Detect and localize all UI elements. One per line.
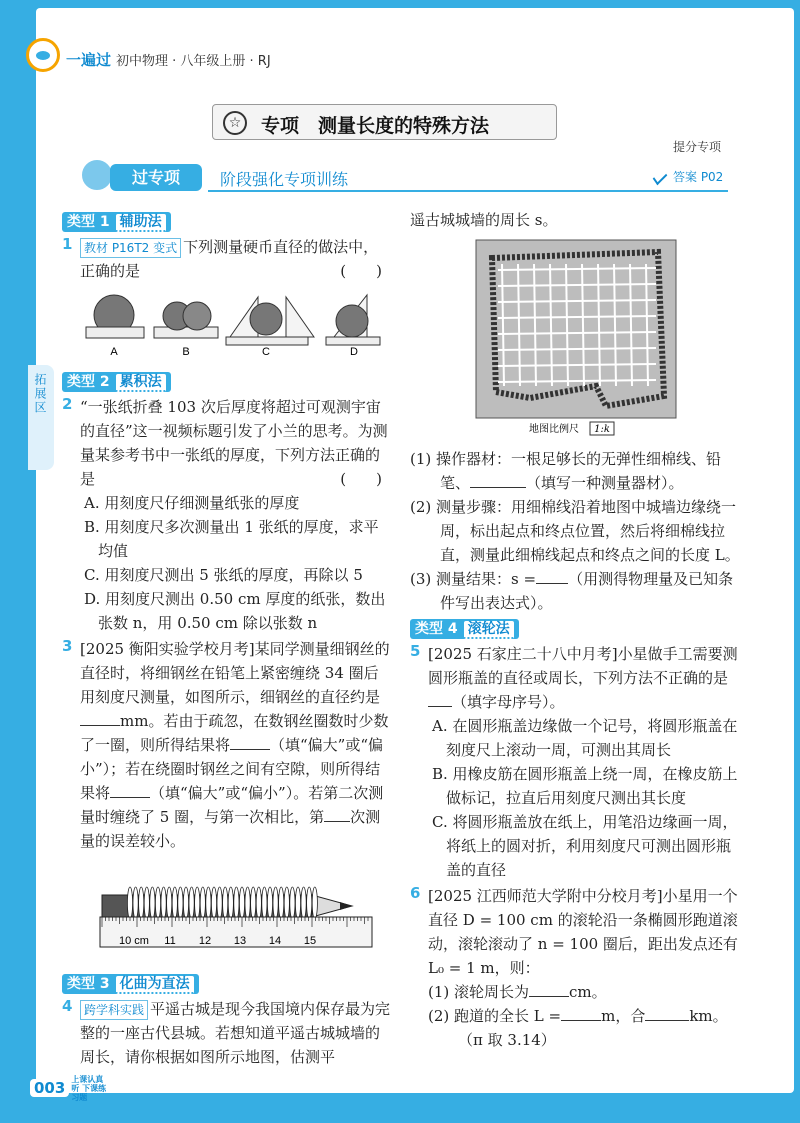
footer-slogan: 上课认真听 下课练习题 bbox=[71, 1075, 107, 1102]
option-a-drawing bbox=[86, 295, 144, 338]
option-b: B. 用刻度尺多次测量出 1 张纸的厚度，求平均值 bbox=[84, 518, 379, 560]
page-border bbox=[0, 40, 36, 1090]
question-text: 下列测量硬币直径的做法中，正确的是 bbox=[80, 238, 379, 280]
q4-part-3 bbox=[410, 567, 740, 615]
wire-coil bbox=[267, 887, 272, 919]
wire-coil bbox=[144, 887, 149, 919]
q6-part-2-text-2: m，合 bbox=[601, 1007, 646, 1025]
wire-coil bbox=[273, 887, 278, 919]
wire-coil bbox=[239, 887, 244, 919]
wire-coil bbox=[262, 887, 267, 919]
wire-coil bbox=[251, 887, 256, 919]
option-label-a: A bbox=[110, 346, 118, 357]
type-name: 辅助法 bbox=[116, 214, 166, 232]
question-1 bbox=[62, 235, 392, 283]
option-b: B. 用橡皮筋在圆形瓶盖上绕一周，在橡皮筋上做标记，拉直后用刻度尺测出其长度 bbox=[432, 765, 738, 807]
question-text: 小星用一个直径 D = 100 cm 的滚轮沿一条椭圆形跑道滚动，滚轮滚动了 n = 100 圈后，距出发点还有 L₀ = 1 m，则： bbox=[428, 887, 738, 977]
wire-coil bbox=[178, 887, 183, 919]
q4-part-2: (2) 测量步骤：用细棉线沿着地图中城墙边缘绕一周，标出起点和终点位置，然后将细棉线拉直，测量此细棉线起点和终点之间的长度 L。 bbox=[410, 498, 740, 564]
map-scale: 1:k bbox=[594, 424, 610, 435]
wire-coil bbox=[195, 887, 200, 919]
answer-blank[interactable] bbox=[80, 725, 120, 726]
q4-part-3-text: (3) 测量结果：s = bbox=[410, 570, 537, 588]
check-icon bbox=[653, 169, 668, 186]
question-text-3: （填“偏大”或“偏小”）；若在绕圈时钢丝之间有空隙，则所得结果将 bbox=[80, 736, 384, 802]
page-number: 003 bbox=[30, 1079, 69, 1097]
question-text: 平遥古城是现今我国境内保存最为完整的一座古代县城。若想知道平遥古城城墙的周长，请你根据如图所示地图，估测平 bbox=[80, 1000, 391, 1066]
question-number: 5 bbox=[410, 642, 421, 660]
answer-blank[interactable] bbox=[324, 821, 350, 822]
answer-blank[interactable] bbox=[536, 583, 568, 584]
wire-coil bbox=[284, 887, 289, 919]
wire-coil bbox=[139, 887, 144, 919]
answer-blank[interactable] bbox=[470, 487, 526, 488]
q4-part-3-text-2: （用测得物理量及已知条件写出表达式）。 bbox=[440, 570, 734, 612]
question-text-2: mm。若由于疏忽，在数钢丝圈数时少数了一圈，则所得结果将 bbox=[80, 712, 389, 754]
q6-part-2-text: (2) 跑道的全长 L = bbox=[428, 1007, 562, 1025]
question-source: [2025 江西师范大学附中分校月考] bbox=[428, 887, 663, 905]
ruler-label-15: 15 bbox=[303, 935, 317, 947]
question-5 bbox=[410, 642, 740, 882]
side-tab: 拓展区 bbox=[28, 365, 54, 470]
type-label: 类型 3 bbox=[67, 976, 110, 992]
wire-coil bbox=[200, 887, 205, 919]
q4-part-1-text: (1) 操作器材：一根足够长的无弹性细棉线、铅笔、 bbox=[410, 450, 722, 492]
q6-part-2 bbox=[428, 1004, 740, 1052]
type-heading-3 bbox=[62, 974, 199, 994]
q4-part-1 bbox=[410, 447, 740, 495]
wire-coil bbox=[167, 887, 172, 919]
answer-blank[interactable] bbox=[230, 749, 270, 750]
wire-coil bbox=[133, 887, 138, 919]
type-label: 类型 1 bbox=[67, 214, 110, 230]
question-text-4: （填“偏大”或“偏小”）。若第二次测量时缠绕了 5 圈，与第一次相比，第 bbox=[80, 784, 384, 826]
coin-measure-figure bbox=[62, 289, 392, 357]
ruler-label-14: 14 bbox=[268, 935, 282, 947]
wire-coil bbox=[155, 887, 160, 919]
option-a: A. 用刻度尺仔细测量纸张的厚度 bbox=[84, 494, 300, 512]
map-caption: 地图比例尺 bbox=[529, 424, 579, 435]
type-label: 类型 2 bbox=[67, 374, 110, 390]
wire-coil bbox=[245, 887, 250, 919]
type-label: 类型 4 bbox=[415, 621, 458, 637]
question-number: 4 bbox=[62, 997, 73, 1015]
q4-part-1-text-2: （填写一种测量器材）。 bbox=[526, 474, 684, 492]
ruler-label-10: 10 cm bbox=[119, 935, 149, 947]
answer-blank[interactable] bbox=[428, 706, 452, 707]
option-d-drawing bbox=[326, 295, 380, 345]
type-name: 化曲为直法 bbox=[116, 976, 194, 994]
topic-title: 专项 测量长度的特殊方法 bbox=[261, 115, 490, 137]
option-label-c: C bbox=[262, 346, 270, 357]
question-6 bbox=[410, 884, 740, 1052]
type-heading-2 bbox=[62, 372, 171, 392]
type-name: 滚轮法 bbox=[464, 621, 514, 639]
wire-coil bbox=[307, 887, 312, 919]
wire-coil bbox=[223, 887, 228, 919]
option-c-drawing bbox=[226, 297, 314, 345]
answer-ref-text: 答案 P02 bbox=[673, 170, 724, 184]
question-number: 6 bbox=[410, 884, 421, 902]
answer-blank[interactable] bbox=[110, 797, 150, 798]
type-name: 累积法 bbox=[116, 374, 166, 392]
topic-tag: 提分专项 bbox=[673, 140, 722, 154]
wire-coil bbox=[312, 887, 317, 919]
section-title: 阶段强化专项训练 bbox=[220, 170, 349, 189]
answer-paren: ( ) bbox=[340, 262, 382, 280]
wire-coil bbox=[217, 887, 222, 919]
wire-coil bbox=[183, 887, 188, 919]
ruler-label-12: 12 bbox=[198, 935, 212, 947]
option-d: D. 用刻度尺测出 0.50 cm 厚度的纸张，数出张数 n，用 0.50 cm 除以张数 n bbox=[84, 590, 386, 632]
question-text: “一张纸折叠 103 次后厚度将超过可观测宇宙的直径”这一视频标题引发了小兰的思考。为测量某参考书中一张纸的厚度，下列方法正确的是 bbox=[80, 398, 388, 488]
wire-coil bbox=[211, 887, 216, 919]
type-heading-4 bbox=[410, 619, 519, 639]
wire-coil bbox=[172, 887, 177, 919]
question-number: 1 bbox=[62, 235, 73, 253]
left-column bbox=[62, 208, 392, 1071]
wire-coil bbox=[234, 887, 239, 919]
option-label-d: D bbox=[350, 346, 358, 357]
wire-coil bbox=[150, 887, 155, 919]
question-text-1: 某同学测量细钢丝的直径时，将细钢丝在铅笔上紧密缠绕 34 圈后用刻度尺测量，如图所示，细钢丝的直径约是 bbox=[80, 640, 390, 706]
wire-coil bbox=[127, 887, 132, 919]
q6-part-1 bbox=[428, 980, 740, 1004]
wire-coil bbox=[295, 887, 300, 919]
topic-title-box bbox=[212, 104, 557, 140]
wire-coil bbox=[206, 887, 211, 919]
option-b-drawing bbox=[154, 302, 218, 338]
q6-part-1-text: (1) 滚轮周长为 bbox=[428, 983, 530, 1001]
question-3 bbox=[62, 637, 392, 853]
wire-coil bbox=[279, 887, 284, 919]
wire-coil bbox=[189, 887, 194, 919]
section-header bbox=[80, 164, 730, 192]
option-c: C. 用刻度尺测出 5 张纸的厚度，再除以 5 bbox=[84, 566, 363, 584]
question-text: 小星做手工需要测圆形瓶盖的直径或周长，下列方法不正确的是 bbox=[428, 645, 738, 687]
question-text-5: 次测量的误差较小。 bbox=[80, 808, 381, 850]
wire-on-pencil-figure bbox=[62, 859, 392, 959]
mascot-icon bbox=[80, 158, 114, 192]
q6-part-2-text-3: km。（π 取 3.14） bbox=[458, 1007, 728, 1049]
question-tag: 教材 P16T2 变式 bbox=[80, 238, 181, 258]
mascot-logo-icon bbox=[26, 38, 60, 72]
wire-coil bbox=[228, 887, 233, 919]
answer-blank[interactable] bbox=[561, 1020, 601, 1021]
question-number: 3 bbox=[62, 637, 73, 655]
question-tag: 跨学科实践 bbox=[80, 1000, 148, 1020]
section-label: 过专项 bbox=[110, 164, 202, 191]
answer-paren: ( ) bbox=[340, 470, 382, 488]
answer-ref bbox=[653, 168, 723, 185]
question-text-2: （填字母序号）。 bbox=[452, 693, 565, 711]
q6-part-1-unit: cm。 bbox=[569, 983, 607, 1001]
wire-coil bbox=[301, 887, 306, 919]
wire-coil bbox=[290, 887, 295, 919]
book-subtitle: 初中物理 · 八年级上册 · RJ bbox=[116, 54, 271, 69]
option-a: A. 在圆形瓶盖边缘做一个记号，将圆形瓶盖在刻度尺上滚动一周，可测出其周长 bbox=[432, 717, 738, 759]
section-underline bbox=[208, 190, 728, 192]
type-heading-1 bbox=[62, 212, 171, 232]
wire-coil bbox=[256, 887, 261, 919]
answer-blank[interactable] bbox=[529, 996, 569, 997]
option-label-b: B bbox=[182, 346, 190, 357]
answer-blank[interactable] bbox=[645, 1020, 689, 1021]
star-icon: ☆ bbox=[223, 111, 247, 135]
question-source: [2025 石家庄二十八中月考] bbox=[428, 645, 618, 663]
ruler-label-13: 13 bbox=[233, 935, 247, 947]
question-4-continued: 遥古城城墙的周长 s。 bbox=[410, 211, 558, 229]
footer bbox=[30, 1075, 107, 1102]
question-4 bbox=[62, 997, 392, 1069]
option-c: C. 将圆形瓶盖放在纸上，用笔沿边缘画一周，将纸上的圆对折，利用刻度尺可测出圆形瓶盖的直径 bbox=[432, 813, 738, 879]
question-source: [2025 衡阳实验学校月考] bbox=[80, 640, 255, 658]
question-2 bbox=[62, 395, 392, 635]
question-number: 2 bbox=[62, 395, 73, 413]
brand-name: 一遍过 bbox=[66, 51, 112, 69]
wire-coil bbox=[161, 887, 166, 919]
right-column bbox=[410, 208, 740, 1054]
ruler-label-11: 11 bbox=[164, 935, 176, 947]
pingyao-map-figure bbox=[410, 236, 740, 436]
